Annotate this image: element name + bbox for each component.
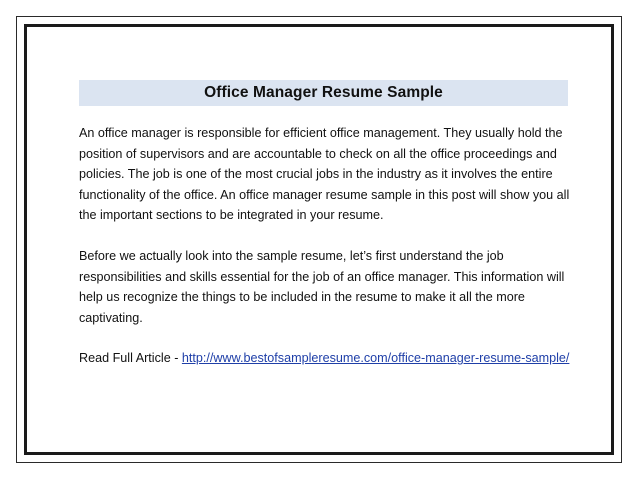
read-more-line	[79, 348, 579, 369]
full-article-link[interactable]: http://www.bestofsampleresume.com/office-manager-resume-sample/	[181, 351, 570, 366]
title-band	[79, 80, 568, 106]
intro-paragraph: An office manager is responsible for efficient office management. They usually hold the position of supervisors and are accountable to check on all the office proceedings and policies. The job is one of the most crucial jobs in the industry as it involves the entire functionality of the office. An office manager resume sample in this post will show you all the important sections to be integrated in your resume.	[79, 126, 570, 223]
document-title: Office Manager Resume Sample	[204, 84, 443, 101]
document-body	[79, 123, 579, 389]
responsibilities-paragraph: Before we actually look into the sample resume, let’s first understand the job responsibilities and skills essential for the job of an office manager. This information will help us recognize the things to be included in the resume to make it all the more captivating.	[79, 248, 565, 325]
read-more-prefix: Read Full Article -	[79, 351, 182, 366]
